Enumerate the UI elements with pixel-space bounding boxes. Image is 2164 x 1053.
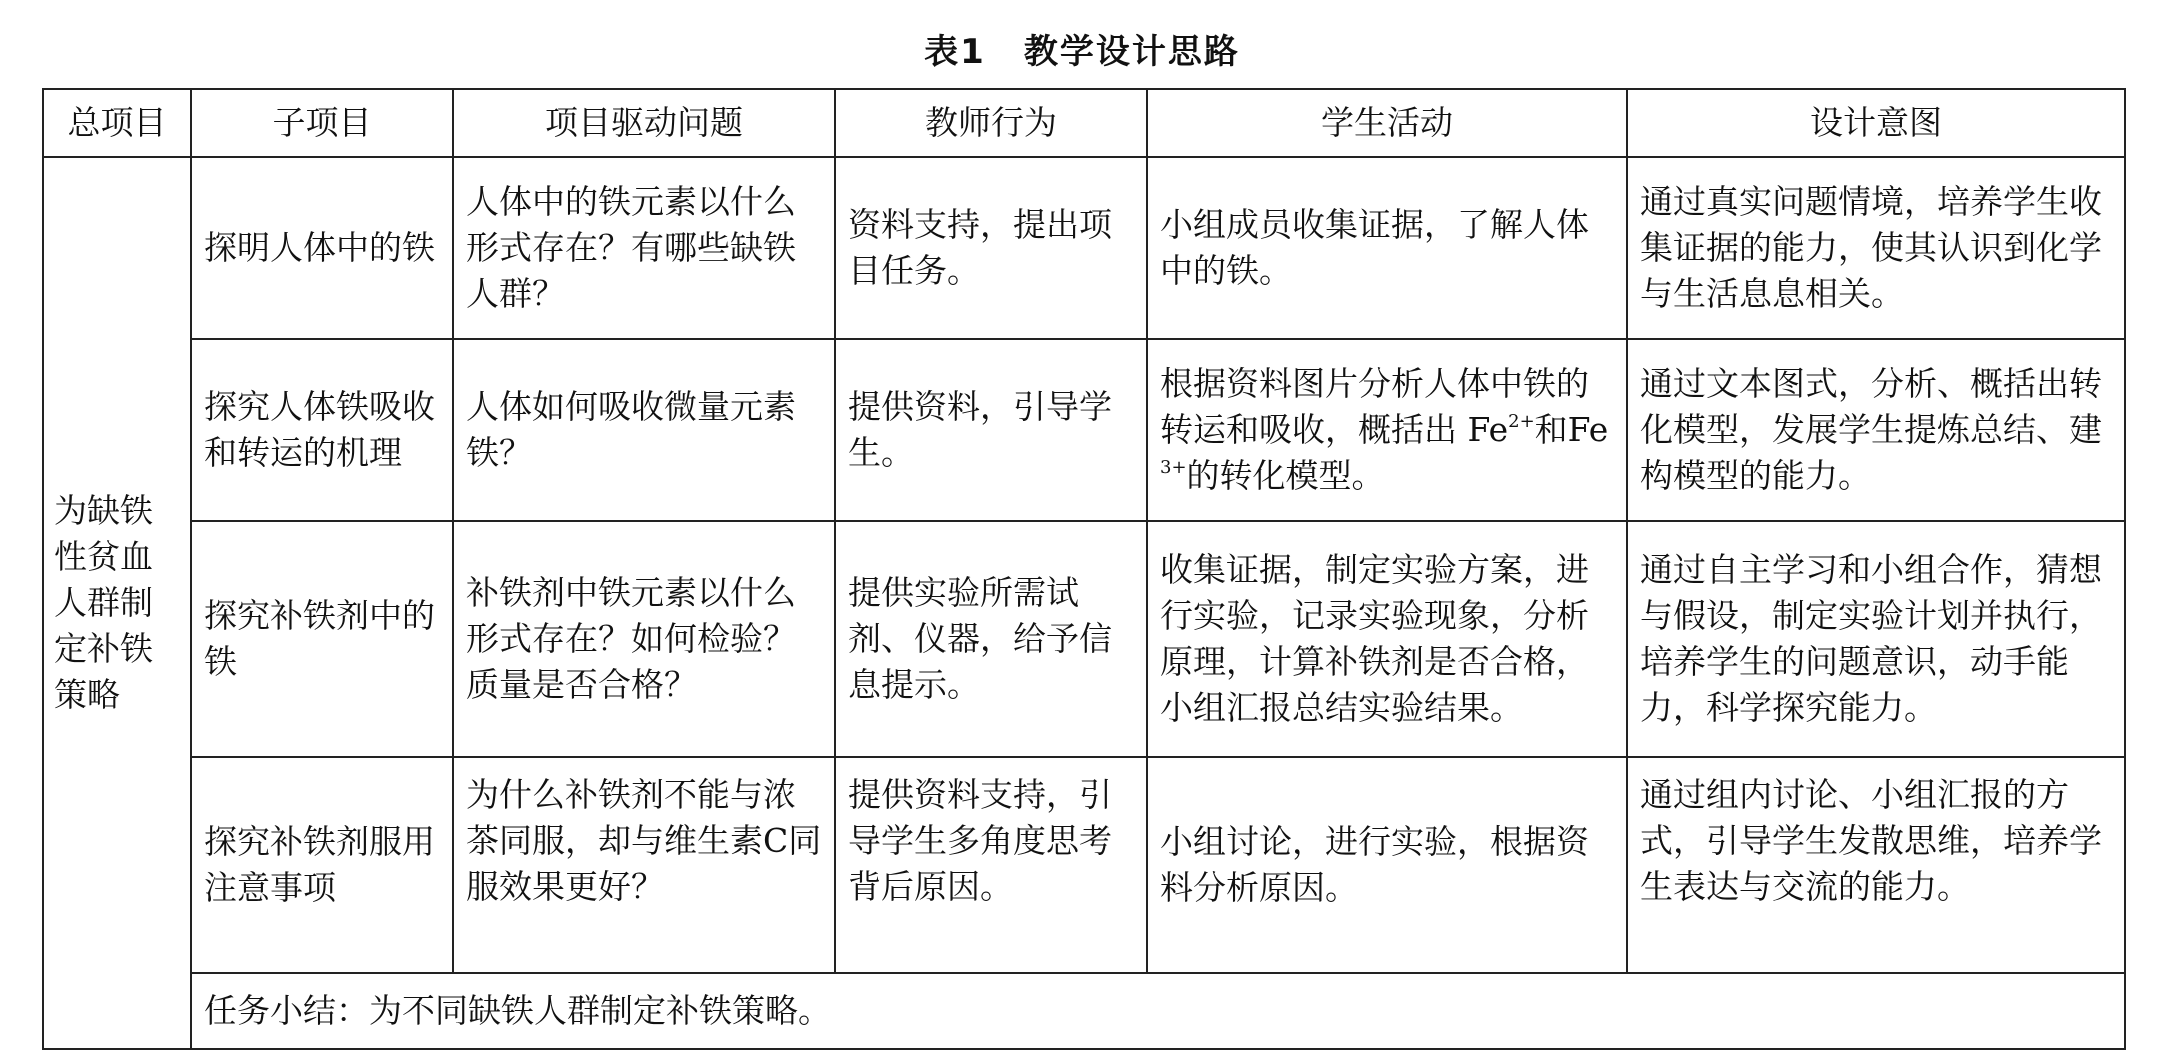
task-summary: 任务小结：为不同缺铁人群制定补铁策略。 — [191, 973, 2125, 1049]
fe3-charge: 3+ — [1160, 457, 1187, 478]
question-cell: 人体中的铁元素以什么形式存在？有哪些缺铁人群？ — [453, 157, 835, 339]
header-design-intent: 设计意图 — [1627, 89, 2125, 157]
student-cell — [1147, 339, 1627, 521]
sub-project-cell: 探明人体中的铁 — [191, 157, 453, 339]
header-sub-project: 子项目 — [191, 89, 453, 157]
student-text-mid: 和Fe — [1534, 410, 1609, 449]
header-student-activity: 学生活动 — [1147, 89, 1627, 157]
student-cell: 小组成员收集证据，了解人体中的铁。 — [1147, 157, 1627, 339]
header-main-project: 总项目 — [43, 89, 191, 157]
design-table — [42, 88, 2126, 1050]
teacher-cell: 提供资料，引导学生。 — [835, 339, 1147, 521]
student-cell: 收集证据，制定实验方案，进行实验，记录实验现象，分析原理，计算补铁剂是否合格，小组汇报总结实验结果。 — [1147, 521, 1627, 757]
summary-row — [43, 973, 2125, 1049]
fe2-charge: 2+ — [1508, 411, 1535, 432]
table-caption — [0, 24, 2164, 73]
teacher-cell: 提供资料支持，引导学生多角度思考背后原因。 — [835, 757, 1147, 973]
intent-cell: 通过组内讨论、小组汇报的方式，引导学生发散思维，培养学生表达与交流的能力。 — [1627, 757, 2125, 973]
main-project-cell: 为缺铁性贫血人群制定补铁策略 — [43, 157, 191, 1049]
table-row — [43, 339, 2125, 521]
header-teacher-behavior: 教师行为 — [835, 89, 1147, 157]
intent-cell: 通过自主学习和小组合作，猜想与假设，制定实验计划并执行，培养学生的问题意识，动手能力，科学探究能力。 — [1627, 521, 2125, 757]
sub-project-cell: 探究补铁剂中的铁 — [191, 521, 453, 757]
student-cell: 小组讨论，进行实验，根据资料分析原因。 — [1147, 757, 1627, 973]
header-driving-question: 项目驱动问题 — [453, 89, 835, 157]
caption-number: 表1 — [924, 32, 986, 72]
question-cell: 补铁剂中铁元素以什么形式存在？如何检验？质量是否合格？ — [453, 521, 835, 757]
teacher-cell: 资料支持，提出项目任务。 — [835, 157, 1147, 339]
student-text-post: 的转化模型。 — [1186, 456, 1385, 495]
intent-cell: 通过文本图式，分析、概括出转化模型，发展学生提炼总结、建构模型的能力。 — [1627, 339, 2125, 521]
question-cell: 人体如何吸收微量元素铁？ — [453, 339, 835, 521]
header-row — [43, 89, 2125, 157]
intent-cell: 通过真实问题情境，培养学生收集证据的能力，使其认识到化学与生活息息相关。 — [1627, 157, 2125, 339]
table-row — [43, 157, 2125, 339]
sub-project-cell: 探究补铁剂服用注意事项 — [191, 757, 453, 973]
teacher-cell: 提供实验所需试剂、仪器，给予信息提示。 — [835, 521, 1147, 757]
table-row — [43, 521, 2125, 757]
caption-title: 教学设计思路 — [1023, 32, 1240, 72]
table-row — [43, 757, 2125, 973]
sub-project-cell: 探究人体铁吸收和转运的机理 — [191, 339, 453, 521]
student-text-pre: 根据资料图片分析人体中铁的转运和吸收，概括出 Fe — [1160, 364, 1589, 449]
question-cell: 为什么补铁剂不能与浓茶同服，却与维生素C同服效果更好？ — [453, 757, 835, 973]
